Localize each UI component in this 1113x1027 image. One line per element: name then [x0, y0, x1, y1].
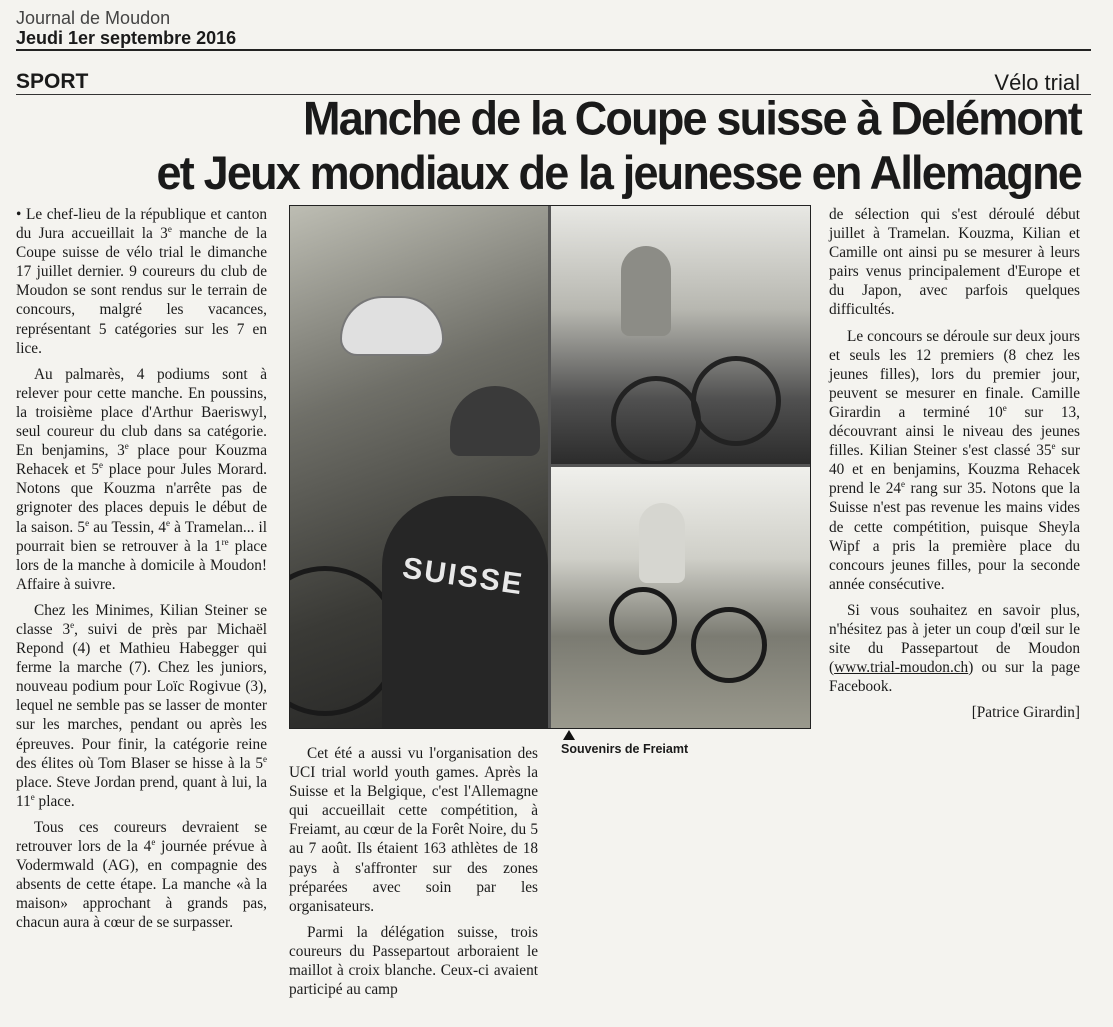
column-3	[829, 205, 1080, 729]
bike-wheel	[691, 356, 781, 446]
caption-arrow-icon	[563, 730, 575, 740]
paragraph: • Le chef-lieu de la république et canton du Jura accueillait la 3e manche de la Coupe suisse de vélo trial le dimanche 17 juillet dernier. 9 coureurs du club de Moudon se sont rendus sur le terrain de concours, malgré les vacances, représentant 5 catégories sur les 7 en lice.	[16, 206, 267, 357]
headline-line-2: et Jeux mondiaux de la jeunesse en Allemagne	[156, 146, 1081, 200]
photo-collage	[289, 205, 811, 729]
bike-wheel	[691, 607, 767, 683]
journal-name: Journal de Moudon	[16, 8, 171, 28]
headline	[16, 91, 1081, 200]
photo-rider-tent	[551, 206, 810, 464]
author-signature: [Patrice Girardin]	[971, 704, 1080, 722]
kicker: Vélo trial	[994, 70, 1080, 95]
headline-line-1: Manche de la Coupe suisse à Delémont	[303, 91, 1081, 145]
paragraph: Cet été a aussi vu l'organisation des UCI trial world youth games. Après la Suisse et la Belgique, c'est l'Allemagne qui accueillait cette compétition, à Freiamt, au cœur de la Forêt Noire, du 5 au 7 août. Ils étaient 163 athlètes de 18 pays à s'affronter sur des zones préparées avec soin par les organisateurs.	[289, 745, 538, 915]
rider-shape	[621, 246, 671, 336]
photo-rider-obstacle	[551, 467, 810, 728]
bike-wheel	[611, 376, 701, 464]
paragraph: Le concours se déroule sur deux jours et seuls les 12 premiers (8 chez les jeunes filles), lors du premier jour, peuvent se mesurer en finale. Camille Girardin a terminé 10e sur 13, découvrant ainsi le niveau des jeunes filles. Kilian Steiner s'est classé 35e sur 40 et en benjamins, Kouzma Rehacek prend le 24e rang sur 35. Notons que la Suisse n'est pas revenue les mains vides de cette compétition, puisque Sheyla Wipf a pris la première place du concours jeunes filles, pour la seconde année consécutive.	[829, 327, 1080, 593]
paragraph: de sélection qui s'est déroulé début juillet à Tramelan. Kouzma, Kilian et Camille ont ainsi pu se mesurer à leurs pairs venus principalement d'Europe et du Japon, avec parfois quelques difficultés.	[829, 206, 1080, 319]
paragraph: Parmi la délégation suisse, trois coureurs du Passepartout arboraient le maillot à croix blanche. Ceux-ci avaient participé au camp	[289, 923, 538, 999]
section-label: SPORT	[16, 70, 89, 93]
swiss-jersey	[382, 496, 548, 728]
column-1	[16, 205, 267, 939]
paragraph: Au palmarès, 4 podiums sont à relever pour cette manche. En poussins, la troisième place d'Arthur Baeriswyl, seul coureur du club dans sa catégorie. En benjamins, 3e place pour Kouzma Rehacek et 5e place pour Jules Morard. Notons que Kouzma n'arrête pas de grignoter des places depuis le début de la saison. 5e au Tessin, 4e à Tramelan... il pourrait bien se retrouver à la 1re place lors de la manche à domicile à Moudon! Affaire à suivre.	[16, 365, 268, 593]
top-rule	[16, 49, 1091, 51]
paragraph: Tous ces coureurs devraient se retrouver lors de la 4e journée prévue à Vodermwald (AG), en compagnie des absents de cette étape. La manche «à la maison» approchant à grands pas, chacun aura à cœur de se surpasser.	[16, 818, 267, 932]
jersey-text: SUISSE	[400, 551, 526, 602]
rider-shape	[639, 503, 685, 583]
photo-caption: Souvenirs de Freiamt	[561, 742, 689, 756]
helmet-shape	[340, 296, 444, 356]
masthead	[16, 8, 236, 48]
paragraph: Si vous souhaitez en savoir plus, n'hésitez pas à jeter un coup d'œil sur le site du Passepartout de Moudon (www.trial-moudon.ch) ou sur la page Facebook.	[829, 601, 1080, 696]
bike-wheel	[609, 587, 677, 655]
cap-shape	[450, 386, 540, 456]
photo-young-rider-and-fan	[290, 206, 548, 728]
issue-date: Jeudi 1er septembre 2016	[16, 28, 237, 48]
column-2	[289, 744, 538, 1006]
paragraph: Chez les Minimes, Kilian Steiner se classe 3e, suivi de près par Michaël Repond (4) et Mathieu Habegger qui ferme la marche (7). Chez les juniors, nouveau podium pour Loïc Rogivue (3), lequel ne semble pas se lasser de monter sur les marches, pendant ou après les épreuves. Pour finir, la catégorie reine des élites où Tom Blaser se hisse à la 5e place. Steve Jordan prend, quant à lui, la 11e place.	[16, 601, 267, 810]
website-link[interactable]: www.trial-moudon.ch	[834, 659, 969, 677]
